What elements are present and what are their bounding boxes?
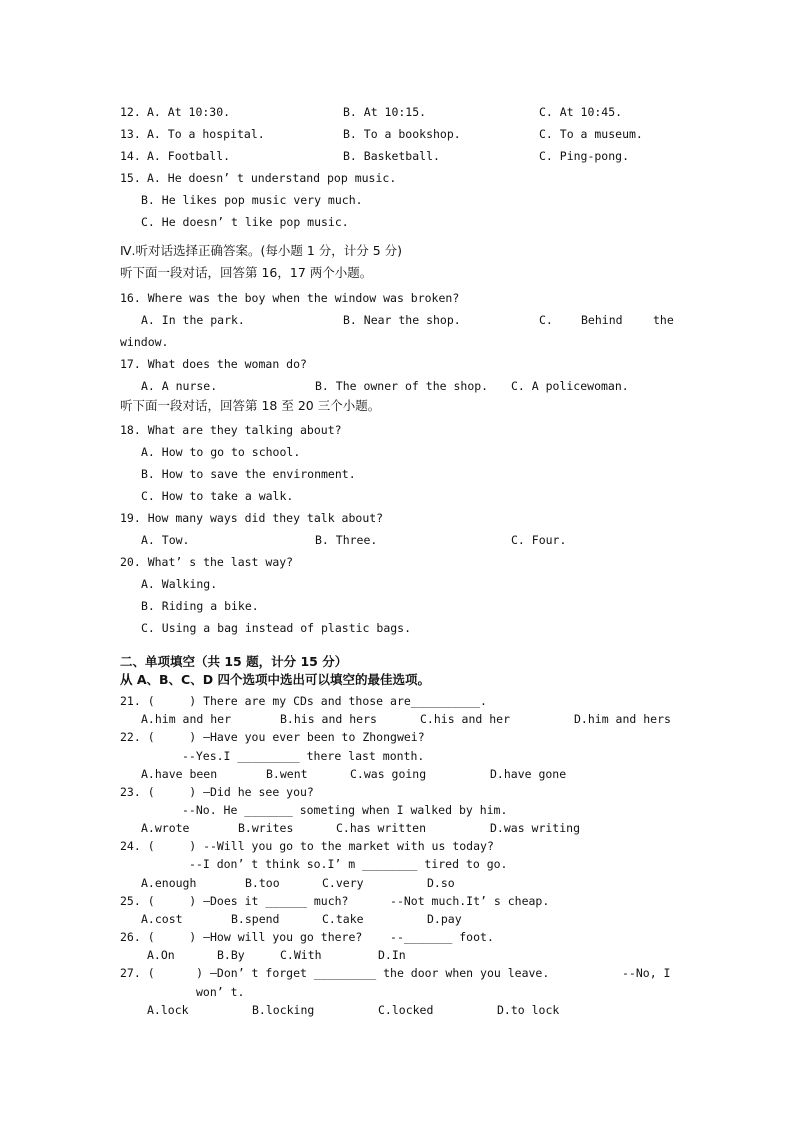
q24-option-d: D.so [427, 876, 455, 890]
q25-option-a: A.cost [141, 912, 183, 926]
q22-option-d: D.have gone [490, 767, 567, 781]
q14-option-a: A. Football. [147, 149, 231, 163]
q17-question: 17. What does the woman do? [120, 357, 307, 371]
q13-option-b: B. To a bookshop. [343, 127, 461, 141]
q16-option-c-letter: C. [539, 313, 553, 327]
q23-option-c: C.has written [336, 821, 427, 835]
q22-response: --Yes.I _________ there last month. [182, 749, 425, 763]
q16-option-b: B. Near the shop. [343, 313, 461, 327]
q27-response-tail: won’ t. [196, 985, 245, 999]
q26-question: 26. ( ) –How will you go there? --_______ foot. [120, 930, 494, 944]
q13-option-a: A. To a hospital. [147, 127, 265, 141]
q21-option-c: C.his and her [420, 712, 511, 726]
q24-option-c: C.very [322, 876, 364, 890]
q14-option-b: B. Basketball. [343, 149, 440, 163]
q22-option-c: C.was going [350, 767, 427, 781]
q16-option-c-word1: Behind [581, 313, 623, 327]
q12-option-a: A. At 10:30. [147, 105, 231, 119]
q26-option-a: A.On [147, 948, 175, 962]
q25-option-b: B.spend [231, 912, 280, 926]
q27-option-b: B.locking [252, 1003, 315, 1017]
q20-option-a: A. Walking. [141, 577, 218, 591]
q24-response: --I don’ t think so.I’ m ________ tired to go. [189, 857, 508, 871]
q15-option-a: A. He doesn’ t understand pop music. [147, 171, 397, 185]
q18-option-c: C. How to take a walk. [141, 489, 294, 503]
q12-option-c: C. At 10:45. [539, 105, 623, 119]
q21-option-b: B.his and hers [280, 712, 377, 726]
q20-question: 20. What’ s the last way? [120, 555, 294, 569]
q16-option-a: A. In the park. [141, 313, 245, 327]
section-4-title: Ⅳ.听对话选择正确答案。(每小题 1 分，计分 5 分) [120, 243, 403, 258]
q20-option-b: B. Riding a bike. [141, 599, 259, 613]
q18-option-a: A. How to go to school. [141, 445, 301, 459]
section-4-intro-2: 听下面一段对话，回答第 18 至 20 三个小题。 [120, 398, 381, 413]
q25-question: 25. ( ) –Does it ______ much? --Not much.It’ s cheap. [120, 894, 550, 908]
q23-response: --No. He _______ someting when I walked by him. [182, 803, 508, 817]
q16-question: 16. Where was the boy when the window was broken? [120, 291, 460, 305]
q23-option-d: D.was writing [490, 821, 581, 835]
q27-option-a: A.lock [147, 1003, 189, 1017]
q27-option-c: C.locked [378, 1003, 434, 1017]
q17-option-c: C. A policewoman. [511, 379, 629, 393]
q25-option-c: C.take [322, 912, 364, 926]
q12-option-b: B. At 10:15. [343, 105, 427, 119]
q14-number: 14. [120, 149, 141, 163]
q23-question: 23. ( ) –Did he see you? [120, 785, 314, 799]
q21-question: 21. ( ) There are my CDs and those are__________. [120, 694, 487, 708]
q23-option-a: A.wrote [141, 821, 190, 835]
q19-question: 19. How many ways did they talk about? [120, 511, 384, 525]
q20-option-c: C. Using a bag instead of plastic bags. [141, 621, 412, 635]
q13-option-c: C. To a museum. [539, 127, 643, 141]
q27-response: --No, I [622, 966, 671, 980]
q16-option-c-word3: window. [120, 335, 169, 349]
q19-option-b: B. Three. [315, 533, 378, 547]
section-4-intro-1: 听下面一段对话，回答第 16，17 两个小题。 [120, 265, 373, 280]
q14-option-c: C. Ping-pong. [539, 149, 630, 163]
q13-number: 13. [120, 127, 141, 141]
q15-number: 15. [120, 171, 141, 185]
q17-option-b: B. The owner of the shop. [315, 379, 489, 393]
q27-option-d: D.to lock [497, 1003, 560, 1017]
q19-option-a: A. Tow. [141, 533, 190, 547]
q15-option-b: B. He likes pop music very much. [141, 193, 363, 207]
q24-option-a: A.enough [141, 876, 197, 890]
q26-option-c: C.With [280, 948, 322, 962]
q15-option-c: C. He doesn’ t like pop music. [141, 215, 349, 229]
q25-option-d: D.pay [427, 912, 462, 926]
q22-question: 22. ( ) –Have you ever been to Zhongwei? [120, 730, 425, 744]
q16-option-c-word2: the [653, 313, 674, 327]
q21-option-d: D.him and hers [574, 712, 671, 726]
q19-option-c: C. Four. [511, 533, 567, 547]
q24-question: 24. ( ) --Will you go to the market with us today? [120, 839, 494, 853]
q18-option-b: B. How to save the environment. [141, 467, 356, 481]
q12-number: 12. [120, 105, 141, 119]
q22-option-a: A.have been [141, 767, 218, 781]
q26-option-d: D.In [378, 948, 406, 962]
q18-question: 18. What are they talking about? [120, 423, 342, 437]
q24-option-b: B.too [245, 876, 280, 890]
q22-option-b: B.went [266, 767, 308, 781]
q17-option-a: A. A nurse. [141, 379, 218, 393]
section-2-intro: 从 A、B、C、D 四个选项中选出可以填空的最佳选项。 [120, 672, 430, 687]
section-2-title: 二、单项填空（共 15 题，计分 15 分） [120, 654, 348, 669]
q26-option-b: B.By [217, 948, 245, 962]
q27-question: 27. ( ) –Don’ t forget _________ the door when you leave. [120, 966, 550, 980]
q21-option-a: A.him and her [141, 712, 232, 726]
q23-option-b: B.writes [238, 821, 294, 835]
